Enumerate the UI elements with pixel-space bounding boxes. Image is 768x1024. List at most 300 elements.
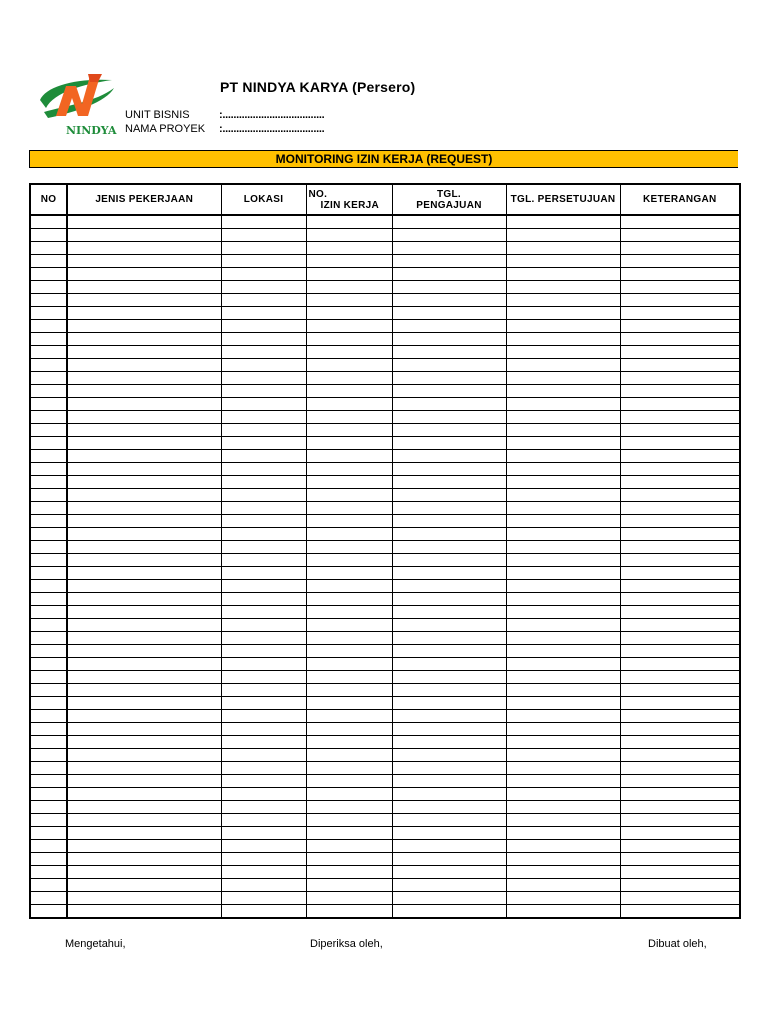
table-cell[interactable] xyxy=(221,268,306,281)
table-cell[interactable] xyxy=(620,853,740,866)
table-cell[interactable] xyxy=(30,736,67,749)
table-cell[interactable] xyxy=(30,463,67,476)
table-cell[interactable] xyxy=(30,580,67,593)
table-cell[interactable] xyxy=(392,528,506,541)
table-cell[interactable] xyxy=(221,788,306,801)
table-cell[interactable] xyxy=(30,424,67,437)
table-cell[interactable] xyxy=(221,515,306,528)
table-cell[interactable] xyxy=(620,671,740,684)
table-cell[interactable] xyxy=(620,424,740,437)
table-cell[interactable] xyxy=(67,515,221,528)
table-cell[interactable] xyxy=(30,320,67,333)
table-cell[interactable] xyxy=(506,307,620,320)
table-cell[interactable] xyxy=(306,242,392,255)
table-cell[interactable] xyxy=(392,515,506,528)
table-cell[interactable] xyxy=(67,502,221,515)
table-cell[interactable] xyxy=(221,697,306,710)
table-cell[interactable] xyxy=(30,749,67,762)
table-cell[interactable] xyxy=(306,788,392,801)
table-cell[interactable] xyxy=(506,372,620,385)
table-cell[interactable] xyxy=(506,840,620,853)
table-cell[interactable] xyxy=(392,606,506,619)
table-cell[interactable] xyxy=(620,307,740,320)
table-cell[interactable] xyxy=(221,723,306,736)
table-cell[interactable] xyxy=(306,749,392,762)
table-cell[interactable] xyxy=(392,268,506,281)
table-cell[interactable] xyxy=(392,320,506,333)
table-cell[interactable] xyxy=(221,372,306,385)
table-cell[interactable] xyxy=(392,281,506,294)
table-cell[interactable] xyxy=(620,697,740,710)
table-cell[interactable] xyxy=(30,723,67,736)
table-cell[interactable] xyxy=(30,437,67,450)
table-cell[interactable] xyxy=(506,281,620,294)
table-cell[interactable] xyxy=(306,229,392,242)
table-cell[interactable] xyxy=(221,281,306,294)
table-cell[interactable] xyxy=(392,215,506,229)
table-cell[interactable] xyxy=(67,736,221,749)
table-cell[interactable] xyxy=(306,827,392,840)
table-cell[interactable] xyxy=(306,879,392,892)
table-cell[interactable] xyxy=(221,476,306,489)
table-cell[interactable] xyxy=(620,632,740,645)
table-cell[interactable] xyxy=(620,684,740,697)
table-cell[interactable] xyxy=(306,697,392,710)
table-cell[interactable] xyxy=(392,567,506,580)
table-cell[interactable] xyxy=(221,905,306,919)
table-cell[interactable] xyxy=(306,593,392,606)
table-cell[interactable] xyxy=(620,554,740,567)
table-cell[interactable] xyxy=(306,333,392,346)
table-cell[interactable] xyxy=(306,398,392,411)
table-cell[interactable] xyxy=(620,320,740,333)
table-cell[interactable] xyxy=(306,502,392,515)
table-cell[interactable] xyxy=(30,294,67,307)
table-cell[interactable] xyxy=(221,775,306,788)
table-cell[interactable] xyxy=(67,398,221,411)
table-cell[interactable] xyxy=(67,827,221,840)
table-cell[interactable] xyxy=(221,710,306,723)
table-cell[interactable] xyxy=(67,255,221,268)
table-cell[interactable] xyxy=(392,853,506,866)
table-cell[interactable] xyxy=(506,268,620,281)
table-cell[interactable] xyxy=(67,242,221,255)
table-cell[interactable] xyxy=(67,775,221,788)
table-cell[interactable] xyxy=(620,840,740,853)
table-cell[interactable] xyxy=(620,476,740,489)
table-cell[interactable] xyxy=(67,905,221,919)
table-cell[interactable] xyxy=(67,333,221,346)
table-cell[interactable] xyxy=(506,229,620,242)
table-cell[interactable] xyxy=(67,424,221,437)
table-cell[interactable] xyxy=(30,684,67,697)
table-cell[interactable] xyxy=(506,827,620,840)
table-cell[interactable] xyxy=(67,788,221,801)
table-cell[interactable] xyxy=(67,268,221,281)
table-cell[interactable] xyxy=(620,502,740,515)
table-cell[interactable] xyxy=(221,567,306,580)
table-cell[interactable] xyxy=(620,645,740,658)
table-cell[interactable] xyxy=(67,541,221,554)
table-cell[interactable] xyxy=(221,580,306,593)
table-cell[interactable] xyxy=(392,866,506,879)
table-cell[interactable] xyxy=(506,788,620,801)
table-cell[interactable] xyxy=(30,255,67,268)
table-cell[interactable] xyxy=(506,710,620,723)
table-cell[interactable] xyxy=(392,580,506,593)
table-cell[interactable] xyxy=(620,463,740,476)
table-cell[interactable] xyxy=(221,489,306,502)
table-cell[interactable] xyxy=(306,736,392,749)
table-cell[interactable] xyxy=(221,359,306,372)
table-cell[interactable] xyxy=(221,866,306,879)
table-cell[interactable] xyxy=(506,320,620,333)
table-cell[interactable] xyxy=(392,905,506,919)
table-cell[interactable] xyxy=(392,333,506,346)
table-cell[interactable] xyxy=(30,515,67,528)
table-cell[interactable] xyxy=(306,814,392,827)
table-cell[interactable] xyxy=(506,359,620,372)
table-cell[interactable] xyxy=(506,489,620,502)
table-cell[interactable] xyxy=(30,502,67,515)
table-cell[interactable] xyxy=(620,515,740,528)
table-cell[interactable] xyxy=(306,723,392,736)
table-cell[interactable] xyxy=(67,359,221,372)
table-cell[interactable] xyxy=(506,593,620,606)
table-cell[interactable] xyxy=(306,684,392,697)
table-cell[interactable] xyxy=(306,346,392,359)
table-cell[interactable] xyxy=(392,658,506,671)
table-cell[interactable] xyxy=(392,671,506,684)
table-cell[interactable] xyxy=(306,866,392,879)
table-cell[interactable] xyxy=(506,463,620,476)
table-cell[interactable] xyxy=(620,398,740,411)
table-cell[interactable] xyxy=(221,229,306,242)
table-cell[interactable] xyxy=(30,333,67,346)
table-cell[interactable] xyxy=(221,346,306,359)
table-cell[interactable] xyxy=(30,814,67,827)
table-cell[interactable] xyxy=(30,242,67,255)
table-cell[interactable] xyxy=(620,359,740,372)
table-cell[interactable] xyxy=(306,632,392,645)
table-cell[interactable] xyxy=(506,632,620,645)
table-cell[interactable] xyxy=(620,814,740,827)
table-cell[interactable] xyxy=(67,866,221,879)
table-cell[interactable] xyxy=(67,567,221,580)
table-cell[interactable] xyxy=(221,749,306,762)
table-cell[interactable] xyxy=(221,645,306,658)
table-cell[interactable] xyxy=(620,333,740,346)
table-cell[interactable] xyxy=(392,736,506,749)
table-cell[interactable] xyxy=(306,606,392,619)
table-cell[interactable] xyxy=(506,879,620,892)
table-cell[interactable] xyxy=(30,710,67,723)
table-cell[interactable] xyxy=(30,866,67,879)
table-cell[interactable] xyxy=(306,450,392,463)
table-cell[interactable] xyxy=(67,749,221,762)
table-cell[interactable] xyxy=(506,606,620,619)
table-cell[interactable] xyxy=(620,541,740,554)
table-cell[interactable] xyxy=(392,385,506,398)
table-cell[interactable] xyxy=(221,593,306,606)
table-cell[interactable] xyxy=(506,294,620,307)
table-cell[interactable] xyxy=(392,749,506,762)
table-cell[interactable] xyxy=(620,710,740,723)
table-cell[interactable] xyxy=(620,437,740,450)
table-cell[interactable] xyxy=(506,645,620,658)
table-cell[interactable] xyxy=(392,710,506,723)
table-cell[interactable] xyxy=(221,801,306,814)
table-cell[interactable] xyxy=(506,255,620,268)
table-cell[interactable] xyxy=(620,489,740,502)
table-cell[interactable] xyxy=(306,905,392,919)
table-cell[interactable] xyxy=(221,398,306,411)
table-cell[interactable] xyxy=(306,385,392,398)
table-cell[interactable] xyxy=(506,762,620,775)
table-cell[interactable] xyxy=(306,580,392,593)
table-cell[interactable] xyxy=(221,892,306,905)
table-cell[interactable] xyxy=(306,476,392,489)
table-cell[interactable] xyxy=(221,502,306,515)
table-cell[interactable] xyxy=(30,411,67,424)
table-cell[interactable] xyxy=(392,294,506,307)
table-cell[interactable] xyxy=(306,853,392,866)
table-cell[interactable] xyxy=(506,411,620,424)
table-cell[interactable] xyxy=(620,762,740,775)
table-cell[interactable] xyxy=(30,541,67,554)
table-cell[interactable] xyxy=(306,307,392,320)
table-cell[interactable] xyxy=(392,801,506,814)
table-cell[interactable] xyxy=(30,827,67,840)
table-cell[interactable] xyxy=(221,450,306,463)
table-cell[interactable] xyxy=(392,489,506,502)
table-cell[interactable] xyxy=(67,723,221,736)
table-cell[interactable] xyxy=(30,567,67,580)
table-cell[interactable] xyxy=(506,346,620,359)
table-cell[interactable] xyxy=(306,801,392,814)
table-cell[interactable] xyxy=(620,788,740,801)
table-cell[interactable] xyxy=(30,658,67,671)
table-cell[interactable] xyxy=(392,541,506,554)
table-cell[interactable] xyxy=(30,606,67,619)
table-cell[interactable] xyxy=(620,450,740,463)
table-cell[interactable] xyxy=(221,294,306,307)
table-cell[interactable] xyxy=(506,450,620,463)
table-cell[interactable] xyxy=(30,775,67,788)
table-cell[interactable] xyxy=(392,398,506,411)
table-cell[interactable] xyxy=(620,723,740,736)
table-cell[interactable] xyxy=(506,619,620,632)
table-cell[interactable] xyxy=(67,658,221,671)
table-cell[interactable] xyxy=(306,541,392,554)
table-cell[interactable] xyxy=(392,463,506,476)
table-cell[interactable] xyxy=(620,255,740,268)
table-cell[interactable] xyxy=(506,424,620,437)
table-cell[interactable] xyxy=(620,268,740,281)
table-cell[interactable] xyxy=(221,424,306,437)
table-cell[interactable] xyxy=(30,853,67,866)
table-cell[interactable] xyxy=(306,463,392,476)
table-cell[interactable] xyxy=(306,281,392,294)
table-cell[interactable] xyxy=(306,372,392,385)
table-cell[interactable] xyxy=(306,645,392,658)
table-cell[interactable] xyxy=(221,658,306,671)
table-cell[interactable] xyxy=(67,801,221,814)
table-cell[interactable] xyxy=(221,606,306,619)
table-cell[interactable] xyxy=(306,411,392,424)
table-cell[interactable] xyxy=(221,762,306,775)
table-cell[interactable] xyxy=(306,554,392,567)
table-cell[interactable] xyxy=(221,684,306,697)
table-cell[interactable] xyxy=(506,697,620,710)
table-cell[interactable] xyxy=(67,814,221,827)
table-cell[interactable] xyxy=(620,294,740,307)
table-cell[interactable] xyxy=(30,619,67,632)
table-cell[interactable] xyxy=(506,853,620,866)
table-cell[interactable] xyxy=(67,879,221,892)
table-cell[interactable] xyxy=(392,502,506,515)
table-cell[interactable] xyxy=(30,801,67,814)
table-cell[interactable] xyxy=(221,879,306,892)
table-cell[interactable] xyxy=(392,450,506,463)
table-cell[interactable] xyxy=(221,853,306,866)
table-cell[interactable] xyxy=(221,554,306,567)
table-cell[interactable] xyxy=(392,424,506,437)
table-cell[interactable] xyxy=(67,385,221,398)
table-cell[interactable] xyxy=(506,775,620,788)
table-cell[interactable] xyxy=(506,541,620,554)
table-cell[interactable] xyxy=(67,580,221,593)
table-cell[interactable] xyxy=(30,398,67,411)
table-cell[interactable] xyxy=(67,294,221,307)
table-cell[interactable] xyxy=(30,879,67,892)
table-cell[interactable] xyxy=(306,424,392,437)
table-cell[interactable] xyxy=(30,892,67,905)
table-cell[interactable] xyxy=(221,437,306,450)
table-cell[interactable] xyxy=(506,437,620,450)
table-cell[interactable] xyxy=(620,905,740,919)
table-cell[interactable] xyxy=(506,398,620,411)
table-cell[interactable] xyxy=(67,411,221,424)
table-cell[interactable] xyxy=(30,840,67,853)
table-cell[interactable] xyxy=(392,697,506,710)
table-cell[interactable] xyxy=(67,215,221,229)
table-cell[interactable] xyxy=(506,892,620,905)
table-cell[interactable] xyxy=(620,385,740,398)
table-cell[interactable] xyxy=(30,593,67,606)
table-cell[interactable] xyxy=(506,242,620,255)
table-cell[interactable] xyxy=(620,281,740,294)
table-cell[interactable] xyxy=(221,463,306,476)
table-cell[interactable] xyxy=(620,229,740,242)
table-cell[interactable] xyxy=(620,567,740,580)
table-cell[interactable] xyxy=(306,359,392,372)
table-cell[interactable] xyxy=(506,749,620,762)
table-cell[interactable] xyxy=(392,645,506,658)
table-cell[interactable] xyxy=(221,333,306,346)
table-cell[interactable] xyxy=(306,567,392,580)
table-cell[interactable] xyxy=(392,359,506,372)
table-cell[interactable] xyxy=(30,905,67,919)
table-cell[interactable] xyxy=(392,879,506,892)
table-cell[interactable] xyxy=(392,814,506,827)
table-cell[interactable] xyxy=(221,307,306,320)
table-cell[interactable] xyxy=(506,684,620,697)
table-cell[interactable] xyxy=(506,515,620,528)
table-cell[interactable] xyxy=(67,281,221,294)
table-cell[interactable] xyxy=(67,645,221,658)
table-cell[interactable] xyxy=(306,294,392,307)
table-cell[interactable] xyxy=(221,242,306,255)
table-cell[interactable] xyxy=(221,827,306,840)
table-cell[interactable] xyxy=(392,723,506,736)
table-cell[interactable] xyxy=(30,671,67,684)
table-cell[interactable] xyxy=(306,528,392,541)
table-cell[interactable] xyxy=(30,281,67,294)
table-cell[interactable] xyxy=(67,346,221,359)
table-cell[interactable] xyxy=(392,554,506,567)
table-cell[interactable] xyxy=(506,905,620,919)
table-cell[interactable] xyxy=(392,593,506,606)
table-cell[interactable] xyxy=(392,372,506,385)
table-cell[interactable] xyxy=(221,528,306,541)
table-cell[interactable] xyxy=(392,476,506,489)
table-cell[interactable] xyxy=(221,541,306,554)
table-cell[interactable] xyxy=(67,320,221,333)
table-cell[interactable] xyxy=(620,749,740,762)
table-cell[interactable] xyxy=(221,814,306,827)
table-cell[interactable] xyxy=(392,840,506,853)
table-cell[interactable] xyxy=(67,684,221,697)
table-cell[interactable] xyxy=(67,762,221,775)
table-cell[interactable] xyxy=(506,723,620,736)
table-cell[interactable] xyxy=(67,710,221,723)
table-cell[interactable] xyxy=(392,437,506,450)
table-cell[interactable] xyxy=(67,528,221,541)
table-cell[interactable] xyxy=(221,671,306,684)
table-cell[interactable] xyxy=(620,827,740,840)
table-cell[interactable] xyxy=(506,215,620,229)
table-cell[interactable] xyxy=(392,411,506,424)
table-cell[interactable] xyxy=(620,775,740,788)
table-cell[interactable] xyxy=(221,619,306,632)
table-cell[interactable] xyxy=(221,632,306,645)
table-cell[interactable] xyxy=(221,736,306,749)
table-cell[interactable] xyxy=(620,606,740,619)
table-cell[interactable] xyxy=(67,437,221,450)
table-cell[interactable] xyxy=(620,215,740,229)
table-cell[interactable] xyxy=(221,255,306,268)
table-cell[interactable] xyxy=(67,229,221,242)
table-cell[interactable] xyxy=(306,619,392,632)
table-cell[interactable] xyxy=(506,567,620,580)
table-cell[interactable] xyxy=(30,632,67,645)
table-cell[interactable] xyxy=(392,827,506,840)
table-cell[interactable] xyxy=(392,684,506,697)
table-cell[interactable] xyxy=(506,385,620,398)
table-cell[interactable] xyxy=(221,320,306,333)
table-cell[interactable] xyxy=(67,554,221,567)
table-cell[interactable] xyxy=(506,658,620,671)
table-cell[interactable] xyxy=(67,619,221,632)
table-cell[interactable] xyxy=(30,489,67,502)
table-cell[interactable] xyxy=(306,255,392,268)
table-cell[interactable] xyxy=(306,515,392,528)
table-cell[interactable] xyxy=(620,879,740,892)
table-cell[interactable] xyxy=(620,892,740,905)
table-cell[interactable] xyxy=(506,554,620,567)
table-cell[interactable] xyxy=(506,736,620,749)
